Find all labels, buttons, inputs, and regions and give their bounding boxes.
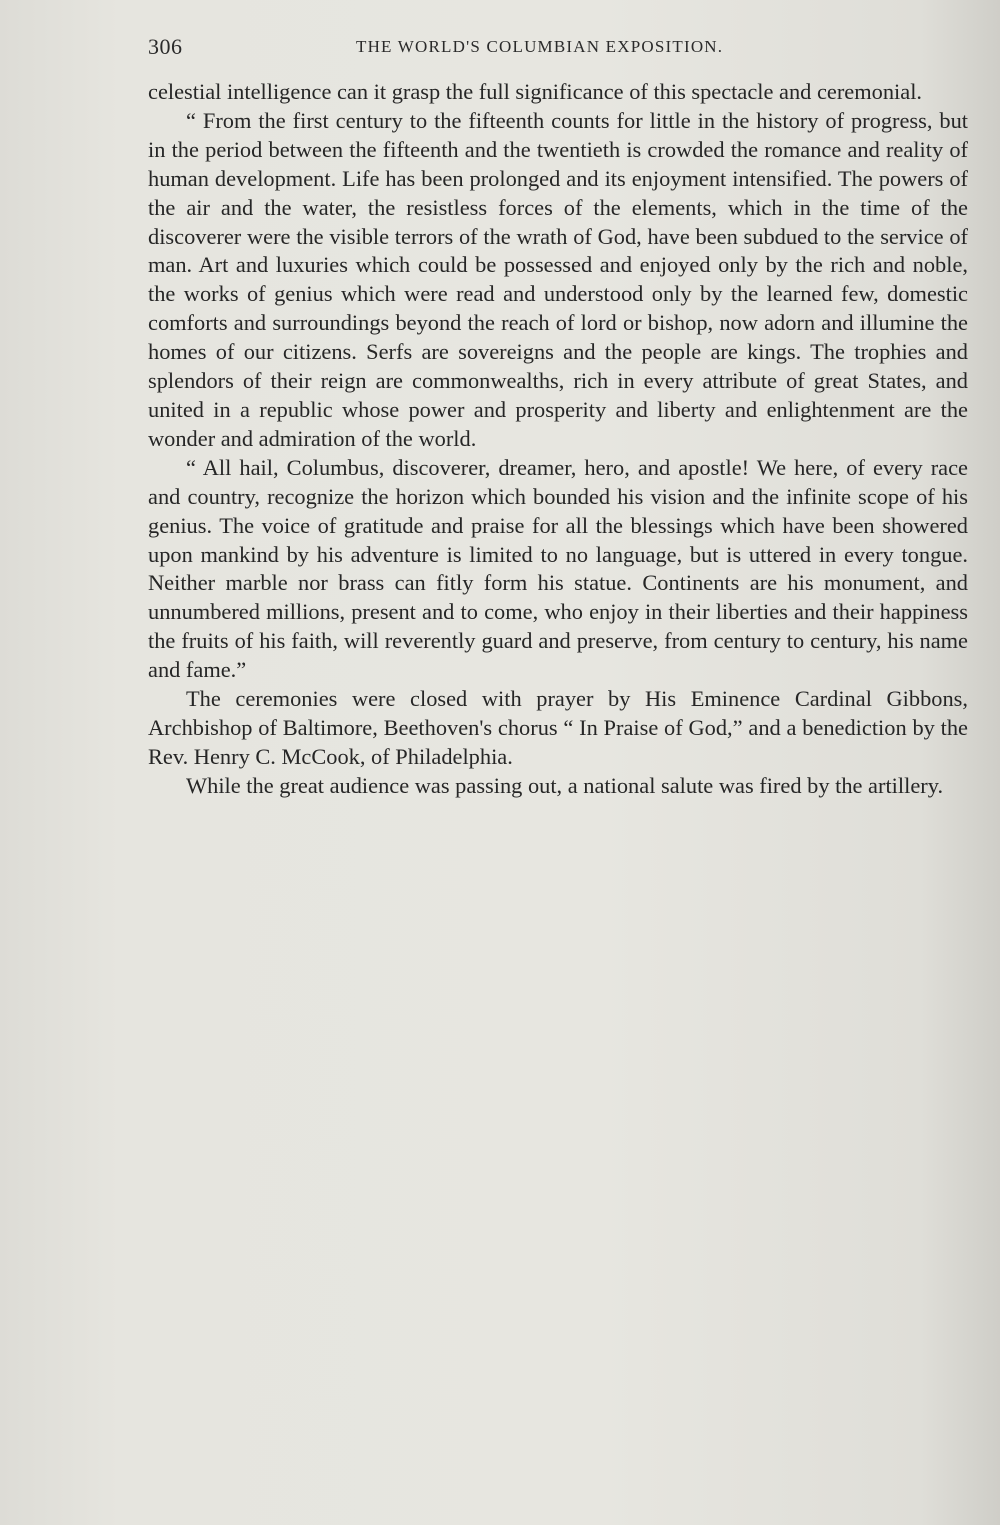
paragraph-continuation: celestial intelligence can it grasp the full significance of this spectacle and ceremonial. bbox=[148, 79, 923, 104]
paragraph-quote-columbus: “ All hail, Columbus, discoverer, dreamer, hero, and apostle! We here, of every race and country, recognize the horizon which bounded his vision and the infinite scope of his genius. The voice of gratitude and praise for all the blessings which have been showered upon mankind by his adventure is limited to no language, but is uttered in every tongue. Neither marble nor brass can fitly form his statue. Continents are his monument, and unnumbered millions, present and to come, who enjoy in their liberties and their happiness the fruits of his faith, will reverently guard and preserve, from century to century, his name and fame.” bbox=[148, 454, 968, 683]
body-text bbox=[148, 78, 968, 801]
page-header bbox=[148, 34, 978, 64]
running-head: THE WORLD'S COLUMBIAN EXPOSITION. bbox=[356, 37, 724, 56]
paragraph-ceremonies: The ceremonies were closed with prayer by His Eminence Cardinal Gibbons, Archbishop of Baltimore, Beethoven's chorus “ In Praise of God,” and a benediction by the Rev. Henry C. McCook, of Philadelphia. bbox=[148, 686, 968, 769]
paragraph-quote-progress: “ From the first century to the fifteenth counts for little in the history of progress, but in the period between the fifteenth and the twentieth is crowded the romance and reality of human development. Life has been prolonged and its enjoyment intensified. The powers of the air and the water, the resistless forces of the elements, which in the time of the discoverer were the visible terrors of the wrath of God, have been subdued to the service of man. Art and luxuries which could be possessed and enjoyed only by the rich and noble, the works of genius which were read and understood only by the learned few, domestic comforts and surroundings beyond the reach of lord or bishop, now adorn and illumine the homes of our citizens. Serfs are sovereigns and the people are kings. The trophies and splendors of their reign are commonwealths, rich in every attribute of great States, and united in a republic whose power and prosperity and liberty and enlightenment are the wonder and admiration of the world. bbox=[148, 107, 968, 451]
paragraph-salute: While the great audience was passing out, a national salute was fired by the artillery. bbox=[186, 772, 944, 798]
page-number: 306 bbox=[148, 34, 183, 59]
